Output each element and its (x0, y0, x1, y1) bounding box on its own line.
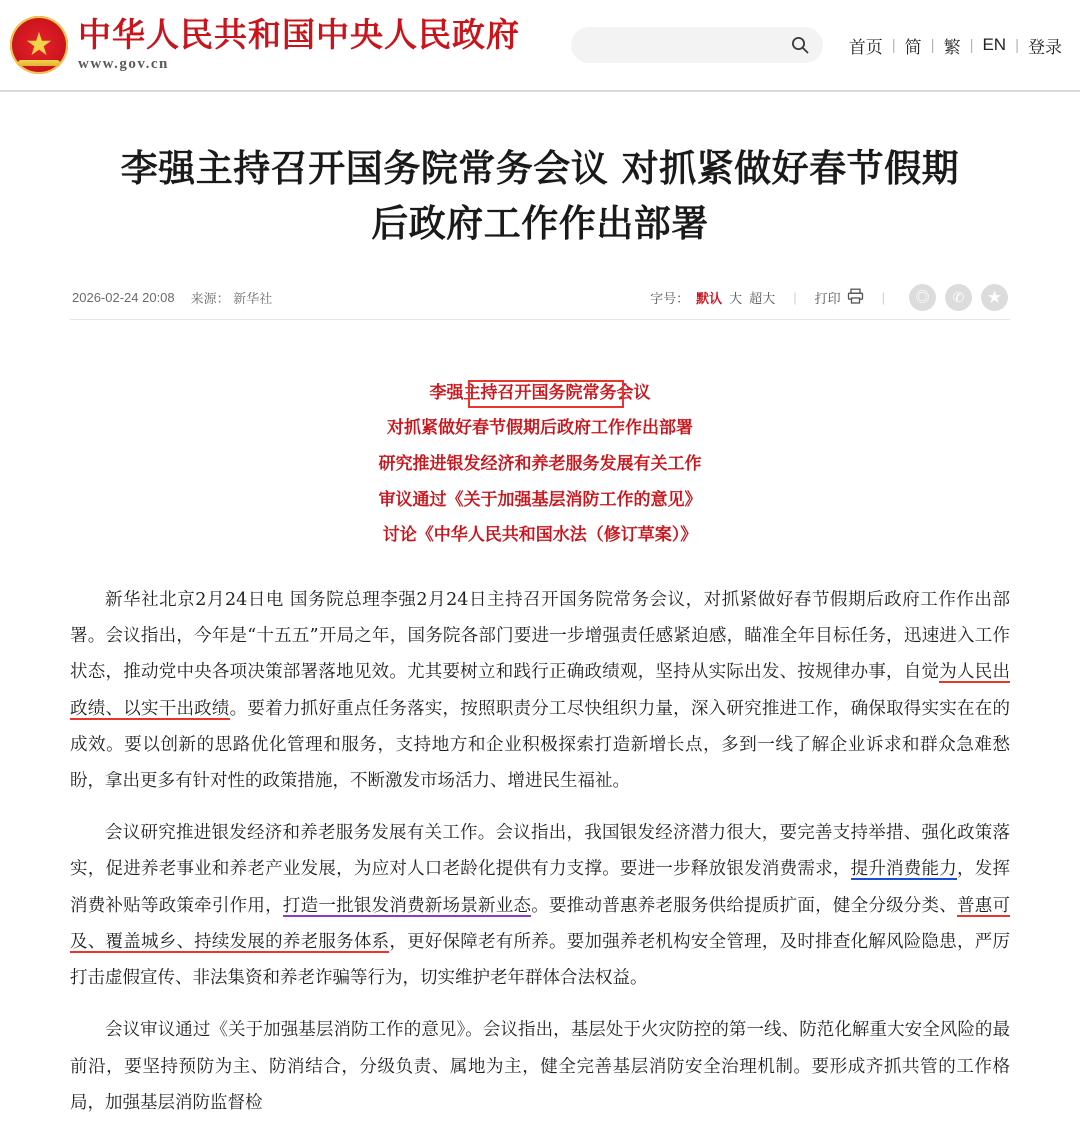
source-group (191, 288, 273, 307)
top-nav-links (845, 33, 1066, 58)
text-segment: 。要着力抓好重点任务落实，按照职责分工尽快组织力量，深入研究推进工作，确保取得实实在在的成效。要以创新的思路优化管理和服务，支持地方和企业积极探索打造新增长点，多到一线了解企业诉求和群众急难愁盼，拿出更多有针对性的政策措施，不断激发市场活力、增进民生福祉。 (70, 699, 1010, 791)
share-icon-group (909, 284, 1008, 311)
favorite-icon[interactable]: ★ (981, 284, 1008, 311)
site-domain: www.gov.cn (78, 56, 520, 73)
header-right (571, 27, 1066, 63)
text-segment: ，更好保障老有所养。要加强养老机构安全管理，及时排查化解风险隐患，严厉打击虚假宣传、非法集资和养老诈骗等行为，切实维护老年群体合法权益。 (70, 932, 1010, 988)
search-icon[interactable] (789, 34, 811, 56)
text-segment: 。要推动普惠养老服务供给提质扩面，健全分级分类、 (531, 896, 957, 916)
text-segment: ，发挥消费补贴等政策牵引作用， (70, 859, 1010, 915)
meta-left (72, 288, 272, 307)
print-button[interactable] (815, 288, 864, 307)
source-label: 来源： (191, 291, 230, 306)
subtitle-line-1: 李强主持召开国务院常务会议 (70, 376, 1010, 412)
fontsize-control (650, 288, 775, 307)
highlighted-text-red: 为人民出政绩、以实干出政绩 (70, 662, 1010, 719)
printer-icon[interactable] (847, 288, 864, 307)
publish-datetime: 2026-02-24 20:08 (72, 290, 175, 305)
fontsize-label: 字号： (650, 288, 689, 307)
paragraph-1 (70, 582, 1010, 799)
wechat-share-icon[interactable]: ✆ (945, 284, 972, 311)
highlighted-text-blue: 提升消费能力 (851, 859, 957, 880)
site-title: 中华人民共和国中央人民政府 (78, 17, 520, 53)
text-segment: 会议审议通过《关于加强基层消防工作的意见》。会议指出，基层处于火灾防控的第一线、防范化解重大安全风险的最前沿，要坚持预防为主、防消结合，分级负责、属地为主，健全完善基层消防安全治理机制。要形成齐抓共管的工作格局，加强基层消防监督检 (70, 1020, 1010, 1112)
print-label: 打印 (815, 288, 841, 307)
subtitle-line-5: 讨论《中华人民共和国水法（修订草案）》 (70, 518, 1010, 554)
search-input[interactable] (587, 37, 789, 54)
meta-divider: | (876, 290, 891, 305)
national-emblem-icon (10, 16, 68, 74)
fontsize-default-option[interactable]: 默认 (696, 288, 722, 307)
page-title: 李强主持召开国务院常务会议 对抓紧做好春节假期后政府工作作出部署 (116, 142, 964, 252)
subtitle-line-2: 对抓紧做好春节假期后政府工作作出部署 (70, 411, 1010, 447)
text-segment: 会议研究推进银发经济和养老服务发展有关工作。会议指出，我国银发经济潜力很大，要完善支持举措、强化政策落实，促进养老事业和养老产业发展，为应对人口老龄化提供有力支撑。要进一步释放银发消费需求， (70, 823, 1010, 879)
subtitle-line-3: 研究推进银发经济和养老服务发展有关工作 (70, 447, 1010, 483)
article-body (70, 376, 1010, 1121)
source-value: 新华社 (233, 291, 272, 306)
highlighted-text-purple: 打造一批银发消费新场景新业态 (283, 896, 531, 917)
nav-separator: | (887, 37, 901, 54)
weibo-share-icon[interactable]: ◎ (909, 284, 936, 311)
meta-divider: | (787, 290, 802, 305)
nav-simplified[interactable]: 简 (901, 33, 926, 58)
paragraph-2 (70, 815, 1010, 996)
article-meta-bar (70, 286, 1010, 320)
nav-separator: | (1010, 37, 1024, 54)
nav-separator: | (965, 37, 979, 54)
site-brand[interactable] (78, 17, 520, 73)
nav-english[interactable]: EN (978, 35, 1010, 55)
nav-separator: | (926, 37, 940, 54)
fontsize-large-option[interactable]: 大 (729, 288, 742, 307)
highlighted-text-red: 普惠可及、覆盖城乡、持续发展的养老服务体系 (70, 896, 1010, 953)
subtitle-line-4: 审议通过《关于加强基层消防工作的意见》 (70, 483, 1010, 519)
nav-home[interactable]: 首页 (845, 33, 887, 58)
fontsize-xlarge-option[interactable]: 超大 (749, 288, 775, 307)
text-segment: 新华社北京2月24日电 国务院总理李强2月24日主持召开国务院常务会议，对抓紧做好春节假期后政府工作作出部署。会议指出，今年是“十五五”开局之年，国务院各部门要进一步增强责任感紧迫感，瞄准全年目标任务，迅速进入工作状态，推动党中央各项决策部署落地见效。尤其要树立和践行正确政绩观，坚持从实际出发、按规律办事，自觉 (70, 590, 1010, 682)
article-subtitles (70, 376, 1010, 554)
site-header (0, 0, 1080, 92)
meta-right (650, 284, 1008, 311)
article-container (70, 92, 1010, 1121)
paragraph-3 (70, 1012, 1010, 1121)
search-box[interactable] (571, 27, 823, 63)
nav-login[interactable]: 登录 (1024, 33, 1066, 58)
nav-traditional[interactable]: 繁 (940, 33, 965, 58)
